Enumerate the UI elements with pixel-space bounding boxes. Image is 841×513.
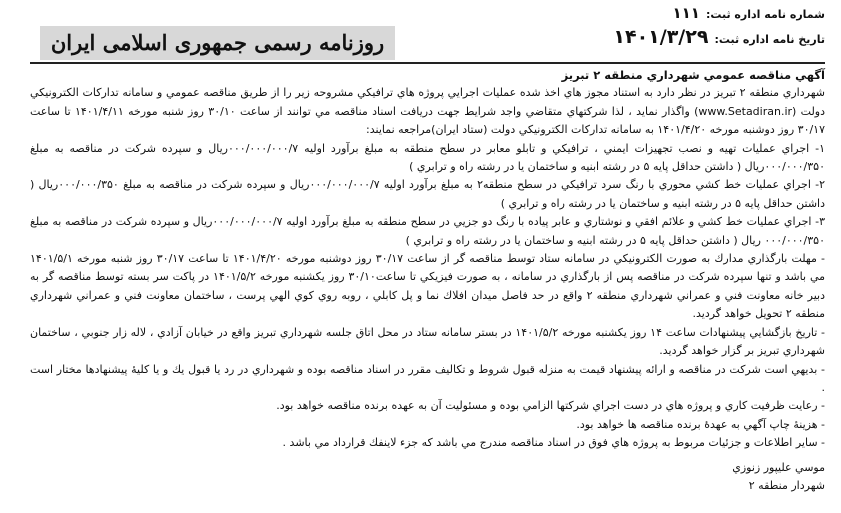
notice-item: - بديهي است شركت در مناقصه و ارائه پيشنهاد قيمت به منزله قبول شروط و تكاليف مقرر در اسناد مناقصه بوده و شهرداري در رد يا قبول يك و يا كليۀ پيشنهادها مختار است . bbox=[30, 362, 825, 394]
registration-date-line bbox=[575, 26, 825, 48]
notice-item: - مهلت بارگذاري مدارك به صورت الكترونيكي در سامانه ستاد توسط مناقصه گر از ساعت ۳۰/۱۷ روز دوشنبه مورخه ۱۴۰۱/۴/۲۰ تا ساعت ۳۰/۱۷ روز شنبه مورخه ۱۴۰۱/۵/۱ مي باشد و تنها سپرده شركت در مناقصه پس از بارگذاري در سامانه ، به صورت فيزيكي تا ساعت۳۰/۱۰ روز يكشنبه مورخه ۱۴۰۱/۵/۲ در پاكت سر بسته توسط مناقصه گر به دبير خانه معاونت فني و عمراني شهرداري منطقه ۲ واقع در حد فاصل ميدان افلاك نما و پل كابلي ، روبه روي كوي الهي پرست ، ساختمان معاونت فني و عمراني شهرداري منطقه ۲ تحويل خواهد گرديد. bbox=[30, 252, 826, 321]
registration-info bbox=[575, 4, 825, 48]
signature-block bbox=[30, 459, 825, 496]
registration-date-label: تاریخ نامه اداره ثبت: bbox=[714, 33, 825, 46]
notice-item: - رعايت ظرفيت كاري و پروژه هاي در دست اجراي شركتها الزامي بوده و مسئوليت آن به عهده برنده مناقصه خواهد بود. bbox=[276, 399, 825, 413]
notice-item: - تاريخ بازگشايي پيشنهادات ساعت ۱۴ روز يكشنبه مورخه ۱۴۰۱/۵/۲ در بستر سامانه ستاد در محل اتاق جلسه شهرداري تبريز واقع در خيابان آزادي ، لاله زار جنوبي ، ساختمان شهرداري تبريز بر گزار خواهد گرديد. bbox=[30, 325, 826, 358]
document-header bbox=[30, 4, 825, 60]
notice-item: ۲- اجراي عمليات خط كشي محوري با رنگ سرد ترافيكي در سطح منطقه۲ به مبلغ برآورد اوليه ۰۰۰/۰۰۰/۰۰۰/۷ريال و سپرده شركت در مناقصه به مبلغ ۰۰۰/۰۰۰/۳۵۰ريال ( داشتن حداقل پايه ۵ در رشته ابنيه و ساختمان يا در رشته راه و ترابري ) bbox=[30, 178, 825, 210]
notice-item: - هزينۀ چاپ آگهي به عهدۀ برنده مناقصه ها خواهد بود. bbox=[576, 417, 825, 431]
signature-title: شهردار منطقه ۲ bbox=[748, 478, 825, 492]
registration-number-label: شماره نامه اداره ثبت: bbox=[705, 8, 825, 21]
registration-number: ۱۱۱ bbox=[672, 4, 700, 22]
header-divider bbox=[30, 62, 825, 64]
notice-item: ۳- اجراي عمليات خط كشي و علائم افقي و نوشتاري و عابر پياده با رنگ دو جزيي در سطح منطقه به مبلغ برآورد اوليه ۰۰۰/۰۰۰/۰۰۰/۷ريال و سپرده شركت در مناقصه به مبلغ ۰۰۰/۰۰۰/۳۵۰ ريال ( داشتن حداقل پايه ۵ در رشته ابنيه و ساختمان يا در رشته راه و ترابري ) bbox=[30, 215, 825, 247]
notice-body bbox=[30, 66, 825, 495]
newspaper-masthead: روزنامه رسمی جمهوری اسلامی ایران bbox=[40, 26, 395, 60]
registration-date: ۱۴۰۱/۳/۲۹ bbox=[613, 26, 709, 48]
signature-name: موسي عليپور زنوزي bbox=[732, 460, 825, 474]
notice-intro: شهرداري منطقه ۲ تبريز در نظر دارد به استناد مجوز هاي اخذ شده عمليات اجرايي پروژه هاي ترافيكي مشروحه زير را از طريق مناقصه عمومي و سامانه تداركات الكترونيكي دولت (www.Setadiran.ir) واگذار نمايد ، لذا شركتهاي متقاضي واجد شرايط جهت دريافت اسناد مناقصه مي توانند از ساعت ۳۰/۱۰ روز شنبه مورخه ۱۴۰۱/۴/۱۱ تا ساعت ۳۰/۱۷ روز دوشنبه مورخه ۱۴۰۱/۴/۲۰ به سامانه تداركات الكترونيكي دولت (ستاد ايران)مراجعه نمايند: bbox=[30, 86, 826, 137]
registration-number-line bbox=[575, 4, 825, 26]
notice-item: ۱- اجراي عمليات تهيه و نصب تجهيزات ايمني ، ترافيكي و تابلو معابر در سطح منطقه به مبلغ برآورد اوليه ۰۰۰/۰۰۰/۰۰۰/۷ريال و سپرده شركت در مناقصه به مبلغ ۰۰۰/۰۰۰/۳۵۰ريال ( داشتن حداقل پايه ۵ در رشته ابنيه و ساختمان يا در رشته راه و ترابري ) bbox=[30, 141, 825, 174]
notice-title: آگهي مناقصه عمومي شهرداري منطقه ۲ تبريز bbox=[561, 68, 825, 82]
notice-item: - ساير اطلاعات و جزئيات مربوط به پروژه هاي فوق در اسناد مناقصه مندرج مي باشد كه جزء لاينفك قرارداد مي باشد . bbox=[282, 436, 825, 450]
